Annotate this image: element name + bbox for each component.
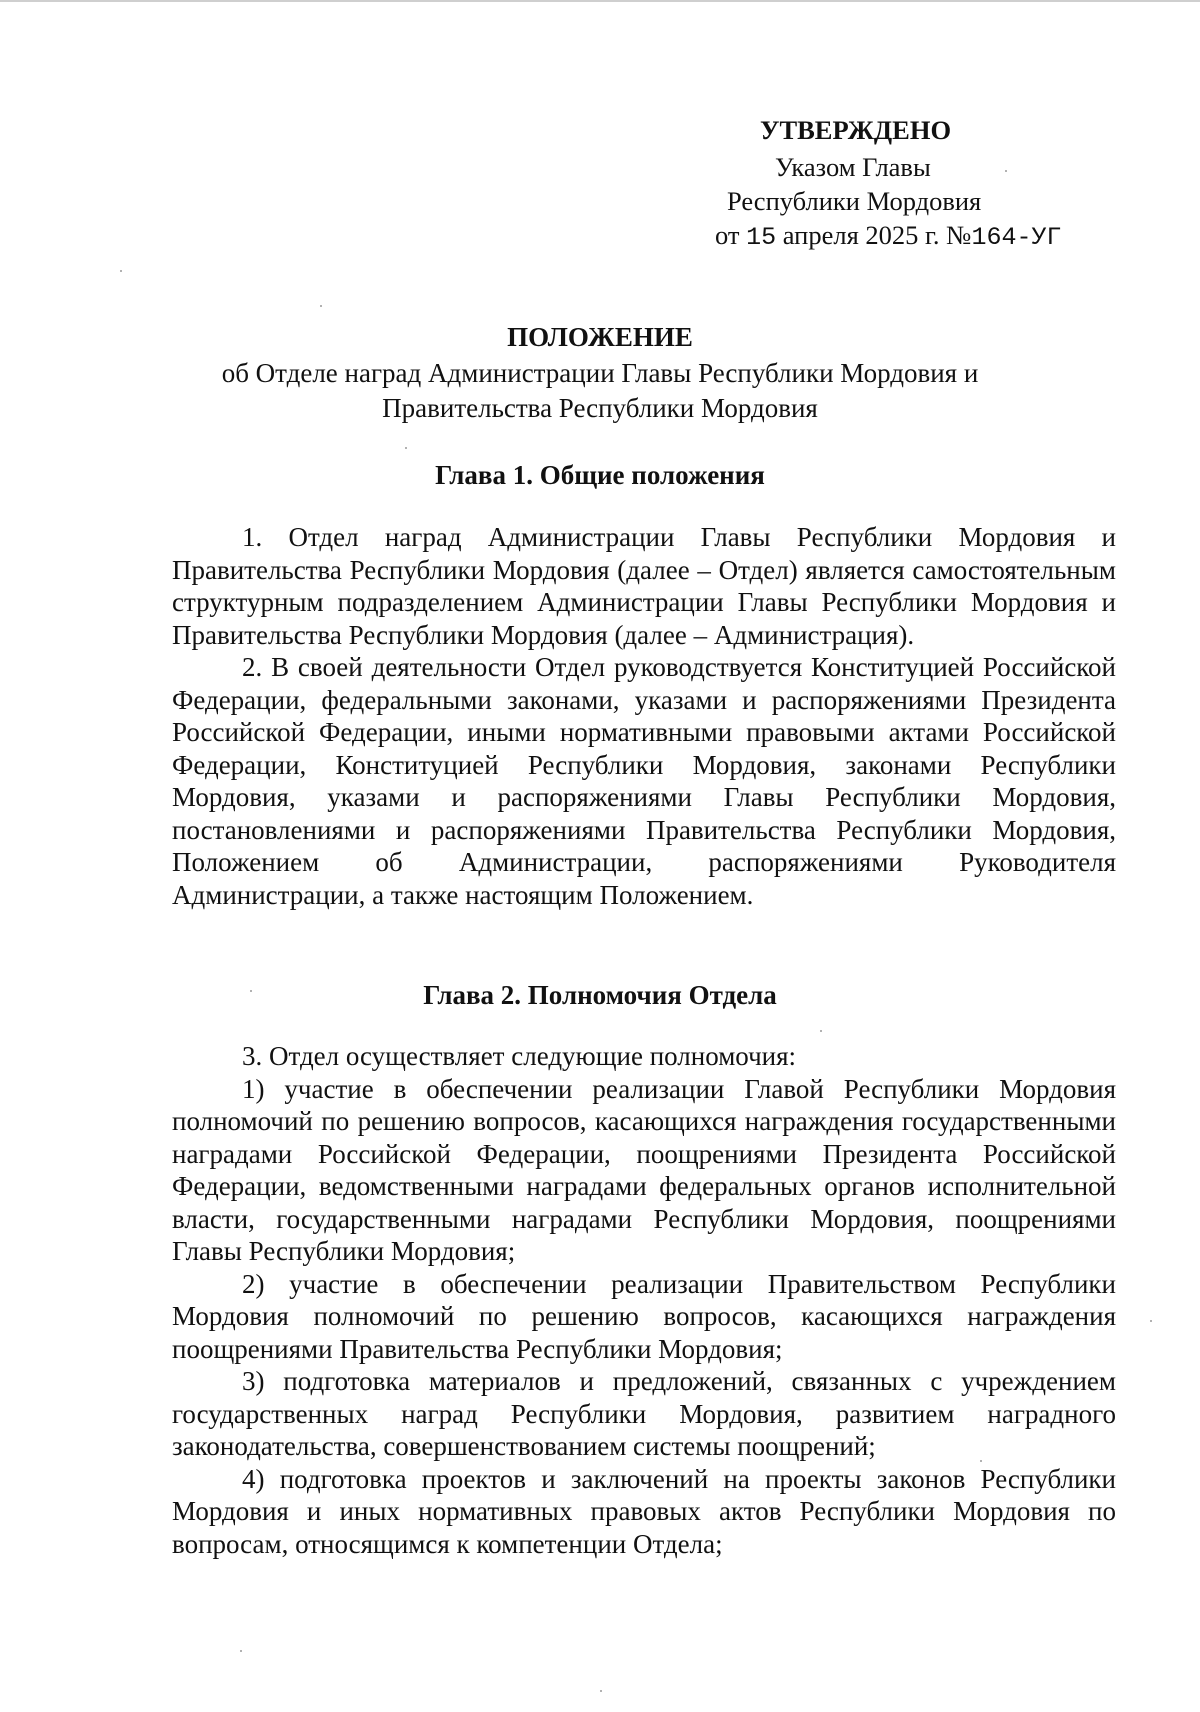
scan-speck bbox=[1150, 1320, 1152, 1322]
approval-block bbox=[680, 110, 1100, 254]
approval-month-year: апреля 2025 г. № bbox=[782, 220, 972, 250]
chapter2-item-4: 4) подготовка проектов и заключений на проекты законов Республики Мордовия и иных нормативных правовых актов Республики Мордовия по вопросам, относящимся к компетенции Отдела; bbox=[172, 1463, 1116, 1559]
chapter1-heading: Глава 1. Общие положения bbox=[435, 460, 765, 490]
scan-speck bbox=[820, 1030, 822, 1032]
chapter2-intro: 3. Отдел осуществляет следующие полномочия: bbox=[242, 1041, 797, 1071]
approval-number: 164-УГ bbox=[971, 223, 1062, 252]
chapter1-paragraph-2: 2. В своей деятельности Отдел руководствуется Конституцией Российской Федерации, федеральными законами, указами и распоряжениями Президента Российской Федерации, иными нормативными правовыми актами Российской Федерации, Конституцией Республики Мордовия, законами Республики Мордовия, указами и распоряжениями Главы Республики Мордовия, постановлениями и распоряжениями Правительства Республики Мордовия, Положением об Администрации, распоряжениями Руководителя Администрации, а также настоящим Положением. bbox=[172, 652, 1116, 910]
approval-title: УТВЕРЖДЕНО bbox=[760, 115, 952, 145]
scan-speck bbox=[600, 1690, 602, 1692]
chapter2-body bbox=[172, 1040, 1116, 1560]
chapter2-item-3: 3) подготовка материалов и предложений, связанных с учреждением государственных наград Республики Мордовия, развитием наградного законодательства, совершенствованием системы поощрений; bbox=[172, 1366, 1116, 1461]
document-subtitle bbox=[200, 356, 1000, 426]
document-subtitle-line2: Правительства Республики Мордовия bbox=[382, 393, 818, 423]
chapter1-body bbox=[172, 521, 1116, 911]
approval-day: 15 bbox=[746, 223, 777, 252]
document-title: ПОЛОЖЕНИЕ bbox=[507, 322, 693, 352]
chapter1-paragraph-1: 1. Отдел наград Администрации Главы Республики Мордовия и Правительства Республики Мордовия (далее – Отдел) является самостоятельным структурным подразделением Администрации Главы Республики Мордовия и Правительства Республики Мордовия (далее – Администрация). bbox=[172, 522, 1116, 650]
scan-speck bbox=[980, 1460, 982, 1462]
approval-decree-line: Указом Главы bbox=[775, 152, 931, 182]
scan-speck bbox=[120, 270, 122, 272]
scan-speck bbox=[240, 1650, 242, 1652]
chapter2-item-1: 1) участие в обеспечении реализации Главой Республики Мордовия полномочий по решению вопросов, касающихся награждения государственными наградами Российской Федерации, поощрениями Президента Российской Федерации, ведомственными наградами федеральных органов исполнительной власти, государственными наградами Республики Мордовия, поощрениями Главы Республики Мордовия; bbox=[172, 1073, 1116, 1266]
chapter2-item-2: 2) участие в обеспечении реализации Правительством Республики Мордовия полномочий по решению вопросов, касающихся награждения поощрениями Правительства Республики Мордовия; bbox=[172, 1268, 1116, 1364]
approval-date-prefix: от bbox=[715, 220, 740, 250]
scan-speck bbox=[1005, 170, 1007, 172]
scan-speck bbox=[405, 447, 407, 449]
scan-speck bbox=[320, 305, 322, 307]
approval-date-line bbox=[680, 218, 1100, 254]
chapter2-heading: Глава 2. Полномочия Отдела bbox=[423, 980, 777, 1010]
document-subtitle-line1: об Отделе наград Администрации Главы Республики Мордовия и bbox=[221, 358, 979, 388]
scan-edge bbox=[0, 0, 1200, 2]
approval-republic-line: Республики Мордовия bbox=[727, 186, 982, 216]
scan-speck bbox=[250, 990, 252, 992]
